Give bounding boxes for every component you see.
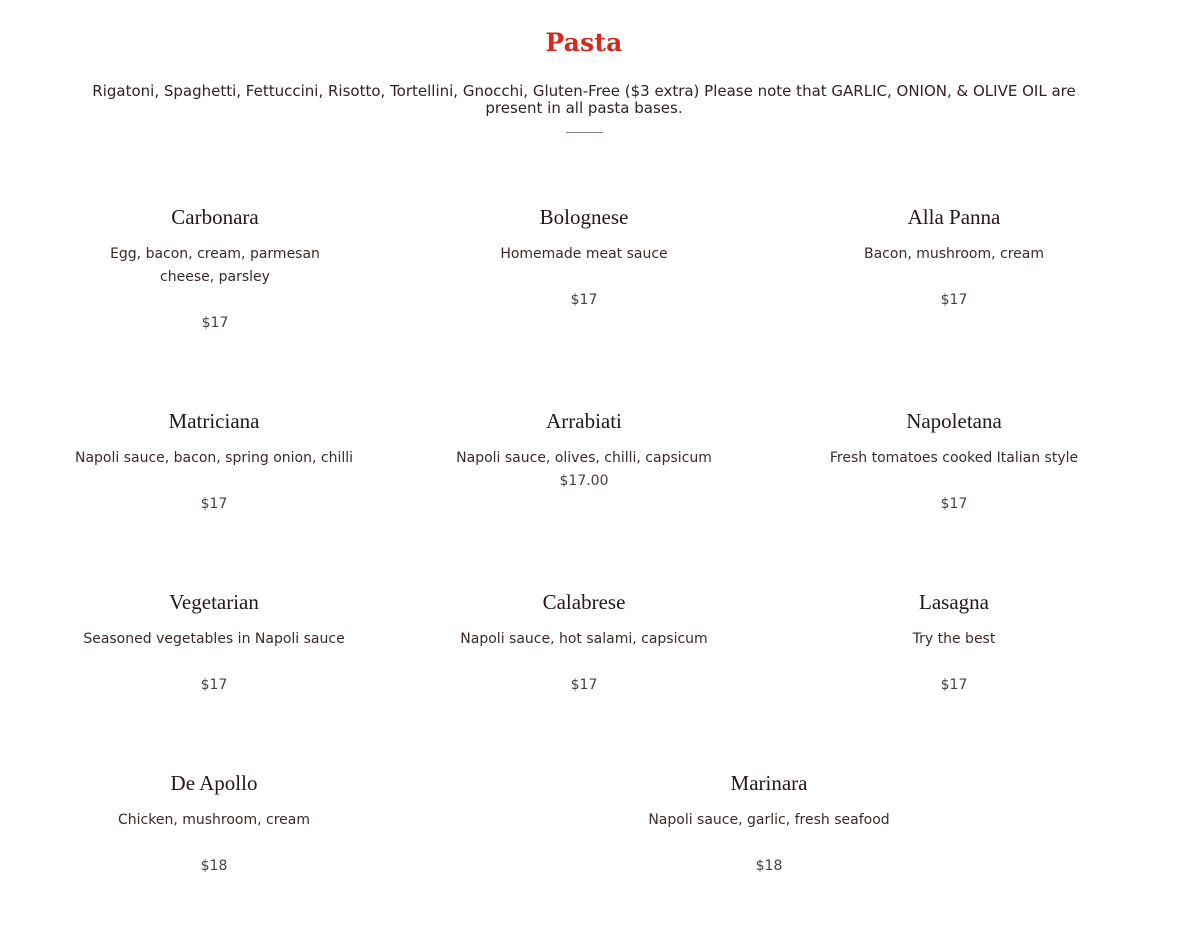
menu-item-price: $18 xyxy=(200,858,228,874)
menu-item-description: Homemade meat sauce xyxy=(500,246,668,262)
menu-item-price: $18 xyxy=(755,858,783,874)
menu-item-name: Vegetarian xyxy=(169,590,259,614)
menu-item-name: Carbonara xyxy=(171,205,259,229)
menu-item-arrabiati xyxy=(434,409,734,493)
menu-item-description: Try the best xyxy=(912,631,996,647)
section-title: Pasta xyxy=(545,28,623,57)
menu-item-carbonara xyxy=(85,205,345,335)
menu-item-name: Calabrese xyxy=(542,590,626,614)
menu-item-price: $17 xyxy=(200,677,228,693)
menu-item-vegetarian xyxy=(64,590,364,697)
section-divider xyxy=(566,132,603,133)
menu-item-description: Napoli sauce, garlic, fresh seafood xyxy=(648,812,890,828)
menu-item-name: Bolognese xyxy=(539,205,629,229)
menu-item-price: $17 xyxy=(940,292,968,308)
menu-item-price: $17 xyxy=(940,496,968,512)
menu-item-price: $17 xyxy=(200,496,228,512)
menu-item-description: Bacon, mushroom, cream xyxy=(864,246,1044,262)
menu-item-name: Alla Panna xyxy=(907,205,1001,229)
menu-item-description: Napoli sauce, bacon, spring onion, chilli xyxy=(74,450,354,466)
menu-item-napoletana xyxy=(804,409,1104,516)
menu-item-name: De Apollo xyxy=(170,771,258,795)
menu-item-price: $17.00 xyxy=(559,473,609,489)
menu-item-description: Napoli sauce, hot salami, capsicum xyxy=(460,631,708,647)
menu-item-calabrese xyxy=(434,590,734,697)
menu-item-description: Seasoned vegetables in Napoli sauce xyxy=(83,631,345,647)
menu-item-description: Egg, bacon, cream, parmesan cheese, parsley xyxy=(110,246,320,285)
menu-item-price: $17 xyxy=(940,677,968,693)
menu-item-price: $17 xyxy=(570,677,598,693)
menu-item-marinara xyxy=(609,771,929,878)
menu-item-lasagna xyxy=(804,590,1104,697)
menu-item-name: Arrabiati xyxy=(546,409,622,433)
menu-item-name: Matriciana xyxy=(168,409,260,433)
menu-item-name: Marinara xyxy=(730,771,808,795)
menu-item-alla-panna xyxy=(814,205,1094,312)
menu-item-price: $17 xyxy=(570,292,598,308)
menu-item-matriciana xyxy=(64,409,364,516)
menu-item-price: $17 xyxy=(201,315,229,331)
menu-item-name: Lasagna xyxy=(919,590,989,614)
menu-item-description: Fresh tomatoes cooked Italian style xyxy=(829,450,1079,466)
section-note: Rigatoni, Spaghetti, Fettuccini, Risotto, Tortellini, Gnocchi, Gluten-Free ($3 extra) Please note that GARLIC, ONION, & OLIVE OIL are present in all pasta bases. xyxy=(92,82,1076,117)
menu-item-bolognese xyxy=(444,205,724,312)
menu-item-description: Napoli sauce, olives, chilli, capsicum xyxy=(456,450,712,466)
menu-item-description: Chicken, mushroom, cream xyxy=(117,812,310,828)
menu-item-name: Napoletana xyxy=(906,409,1002,433)
menu-item-de-apollo xyxy=(64,771,364,878)
